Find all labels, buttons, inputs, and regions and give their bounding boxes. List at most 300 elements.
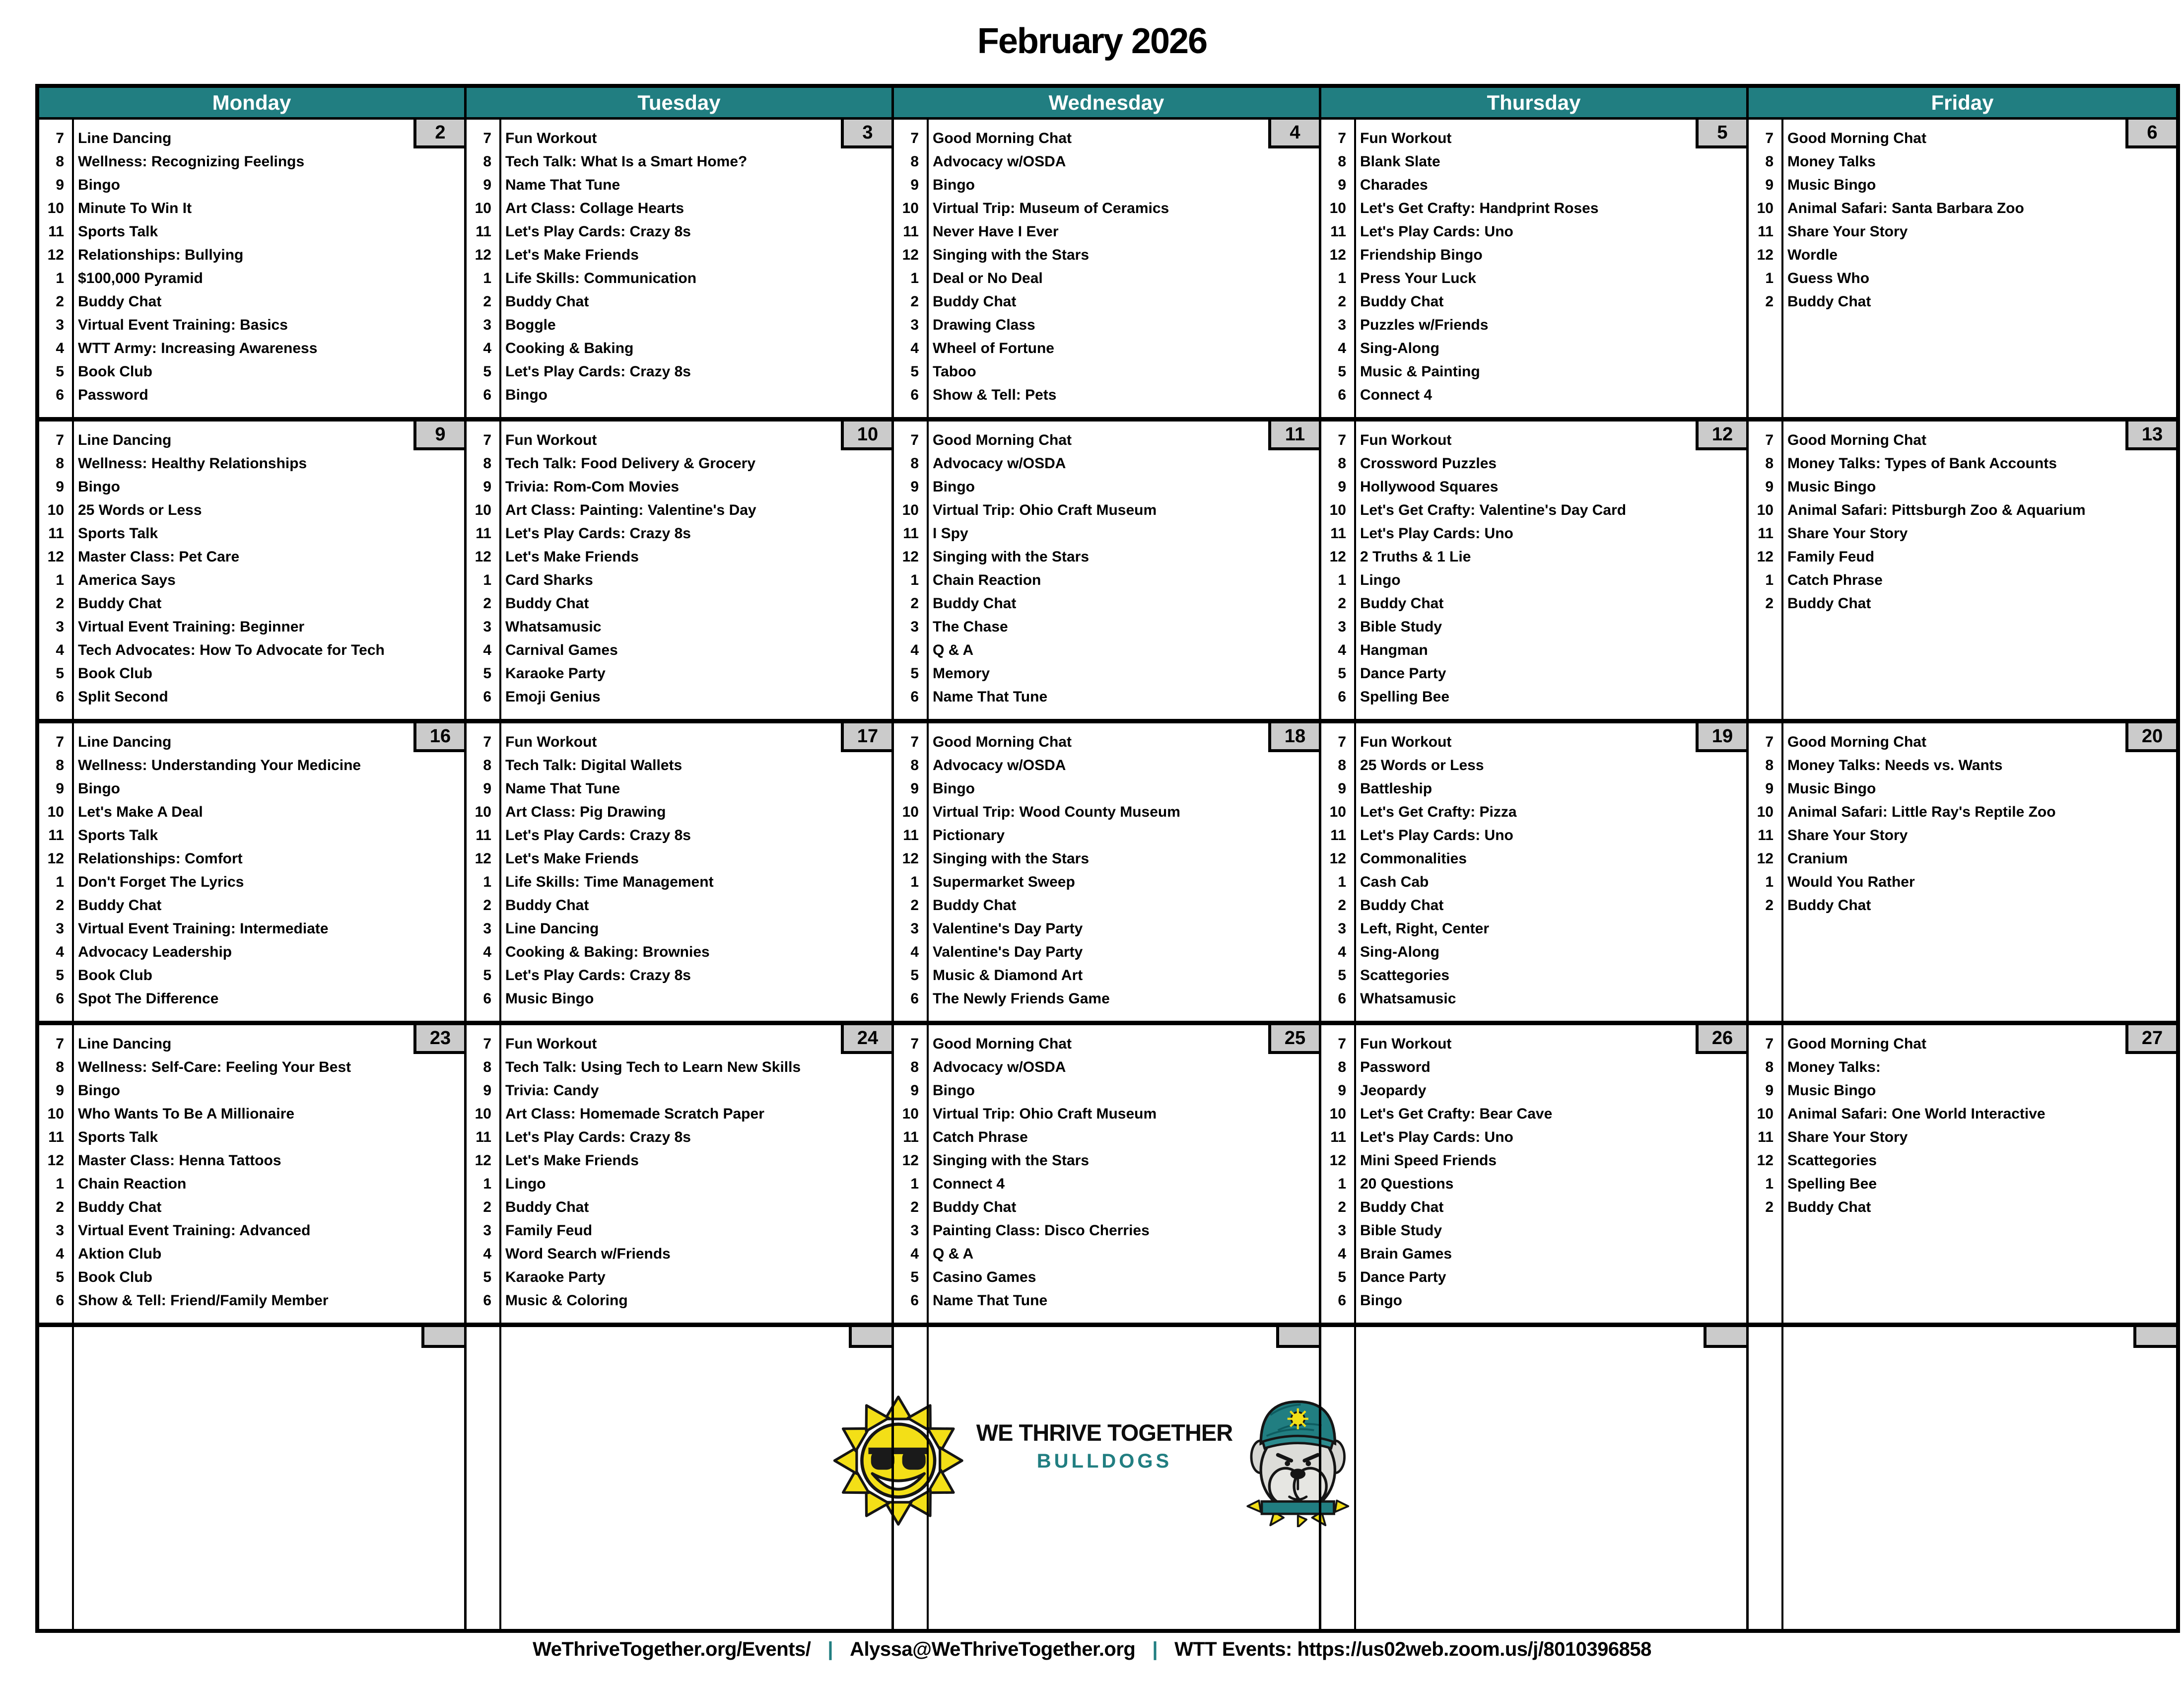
- event-time: 9: [910, 1082, 919, 1099]
- event-time: 2: [56, 293, 64, 310]
- day-cell: [1749, 723, 2176, 1025]
- date-number: 20: [2141, 725, 2163, 747]
- event-row: [894, 964, 1319, 987]
- event-time: 12: [902, 1152, 919, 1169]
- event-time: 5: [56, 967, 64, 984]
- event-row: [894, 545, 1319, 568]
- event-row: [467, 662, 891, 685]
- event-time: 5: [483, 363, 491, 380]
- events-list: [467, 723, 891, 1010]
- event-time: 6: [1338, 688, 1346, 705]
- event-label: Bingo: [933, 780, 975, 797]
- day-cell: [894, 120, 1321, 422]
- event-row: [467, 1149, 891, 1172]
- event-label: Painting Class: Disco Cherries: [933, 1222, 1150, 1239]
- event-time: 9: [910, 478, 919, 495]
- event-label: Music Bingo: [1787, 1082, 1876, 1099]
- event-row: [1321, 662, 1746, 685]
- event-label: Whatsamusic: [1360, 990, 1456, 1007]
- event-row: [894, 754, 1319, 777]
- event-label: Wellness: Healthy Relationships: [78, 455, 307, 472]
- event-row: [39, 428, 464, 452]
- event-label: Memory: [933, 665, 990, 682]
- event-label: Sports Talk: [78, 1128, 158, 1145]
- event-label: Catch Phrase: [933, 1128, 1028, 1145]
- event-time: 3: [1338, 1222, 1346, 1239]
- event-row: [1321, 940, 1746, 964]
- event-label: 2 Truths & 1 Lie: [1360, 548, 1471, 565]
- event-row: [1749, 290, 2176, 313]
- event-row: [894, 173, 1319, 197]
- event-time: 7: [483, 431, 491, 448]
- events-list: [1749, 120, 2176, 313]
- event-row: [467, 940, 891, 964]
- event-time: 10: [1329, 501, 1346, 518]
- event-time: 7: [1765, 733, 1774, 750]
- event-row: [39, 383, 464, 407]
- event-label: Brain Games: [1360, 1245, 1452, 1262]
- event-time: 10: [1329, 1105, 1346, 1122]
- event-label: Let's Play Cards: Crazy 8s: [505, 363, 691, 380]
- event-time: 7: [483, 1035, 491, 1052]
- event-time: 10: [1329, 200, 1346, 216]
- event-row: [1321, 337, 1746, 360]
- event-row: [39, 267, 464, 290]
- footer-zoom-link: WTT Events: https://us02web.zoom.us/j/8010396858: [1174, 1638, 1651, 1660]
- event-row: [894, 592, 1319, 615]
- event-row: [894, 824, 1319, 847]
- event-row: [39, 754, 464, 777]
- event-label: Left, Right, Center: [1360, 920, 1489, 937]
- day-header-friday: Friday: [1749, 88, 2176, 120]
- event-label: Connect 4: [1360, 386, 1433, 403]
- event-row: [1321, 1079, 1746, 1102]
- time-divider: [1781, 1327, 1783, 1629]
- event-row: [1321, 360, 1746, 383]
- event-label: Deal or No Deal: [933, 270, 1043, 286]
- event-time: 7: [56, 431, 64, 448]
- event-time: 9: [483, 176, 491, 193]
- event-row: [1749, 1172, 2176, 1196]
- event-time: 2: [483, 595, 491, 612]
- event-label: Money Talks: [1787, 153, 1876, 170]
- event-time: 4: [56, 641, 64, 658]
- event-label: Cooking & Baking: [505, 340, 634, 356]
- event-time: 12: [1757, 548, 1774, 565]
- event-label: Master Class: Henna Tattoos: [78, 1152, 281, 1169]
- event-time: 11: [476, 827, 491, 844]
- event-time: 4: [1338, 1245, 1346, 1262]
- event-time: 3: [56, 618, 64, 635]
- event-row: [1321, 197, 1746, 220]
- event-time: 7: [56, 130, 64, 146]
- event-row: [1749, 475, 2176, 498]
- empty-date-box: [2133, 1327, 2176, 1348]
- event-time: 12: [1757, 246, 1774, 263]
- event-row: [39, 290, 464, 313]
- event-time: 12: [475, 850, 491, 867]
- empty-day-cell: [39, 1327, 467, 1629]
- event-time: 8: [56, 757, 64, 774]
- event-row: [894, 987, 1319, 1010]
- events-list: [894, 120, 1319, 407]
- event-label: Supermarket Sweep: [933, 873, 1075, 890]
- event-row: [1749, 1196, 2176, 1219]
- event-time: 8: [56, 153, 64, 170]
- event-label: Bingo: [78, 780, 120, 797]
- event-label: Blank Slate: [1360, 153, 1440, 170]
- date-number: 10: [857, 423, 879, 445]
- event-label: Let's Get Crafty: Valentine's Day Card: [1360, 501, 1627, 518]
- event-time: 4: [483, 1245, 491, 1262]
- event-time: 4: [910, 1245, 919, 1262]
- event-label: Music & Painting: [1360, 363, 1480, 380]
- event-row: [1749, 452, 2176, 475]
- event-row: [894, 685, 1319, 708]
- event-time: 10: [475, 200, 491, 216]
- event-time: 9: [56, 780, 64, 797]
- event-label: Bingo: [78, 176, 120, 193]
- event-label: Buddy Chat: [1787, 293, 1871, 310]
- event-row: [1321, 987, 1746, 1010]
- event-row: [467, 568, 891, 592]
- event-label: Emoji Genius: [505, 688, 601, 705]
- event-row: [467, 1079, 891, 1102]
- event-row: [39, 987, 464, 1010]
- event-label: Let's Play Cards: Crazy 8s: [505, 223, 691, 240]
- event-time: 3: [483, 920, 491, 937]
- event-row: [467, 894, 891, 917]
- event-row: [894, 1032, 1319, 1055]
- event-row: [39, 870, 464, 894]
- event-row: [467, 847, 891, 870]
- event-row: [1321, 290, 1746, 313]
- event-time: 12: [902, 850, 919, 867]
- event-time: 9: [1338, 478, 1346, 495]
- event-time: 1: [910, 873, 919, 890]
- event-label: Charades: [1360, 176, 1428, 193]
- event-label: Tech Talk: Digital Wallets: [505, 757, 682, 774]
- date-box: [841, 723, 891, 752]
- event-time: 3: [1338, 920, 1346, 937]
- date-number: 6: [2147, 122, 2158, 143]
- date-box: [2125, 1025, 2176, 1054]
- date-number: 17: [857, 725, 879, 747]
- event-label: Minute To Win It: [78, 200, 192, 216]
- event-label: Tech Talk: Food Delivery & Grocery: [505, 455, 756, 472]
- date-box: [413, 723, 464, 752]
- event-row: [1749, 870, 2176, 894]
- event-row: [1321, 685, 1746, 708]
- event-row: [39, 150, 464, 173]
- event-time: 11: [1758, 827, 1774, 844]
- event-row: [1321, 475, 1746, 498]
- event-label: Carnival Games: [505, 641, 618, 658]
- event-time: 5: [56, 363, 64, 380]
- event-row: [467, 1102, 891, 1125]
- event-row: [894, 1172, 1319, 1196]
- event-row: [39, 452, 464, 475]
- event-row: [39, 1149, 464, 1172]
- event-row: [1321, 847, 1746, 870]
- event-row: [39, 847, 464, 870]
- event-label: Let's Get Crafty: Handprint Roses: [1360, 200, 1599, 216]
- event-row: [1749, 824, 2176, 847]
- event-row: [467, 730, 891, 754]
- event-time: 8: [910, 153, 919, 170]
- event-time: 3: [910, 316, 919, 333]
- event-row: [1321, 1125, 1746, 1149]
- event-label: Line Dancing: [78, 431, 172, 448]
- event-time: 1: [910, 270, 919, 286]
- event-label: Let's Make Friends: [505, 548, 639, 565]
- event-time: 6: [1338, 386, 1346, 403]
- event-time: 7: [1338, 431, 1346, 448]
- event-time: 4: [1338, 641, 1346, 658]
- event-time: 1: [483, 270, 491, 286]
- event-label: Whatsamusic: [505, 618, 602, 635]
- event-time: 9: [483, 478, 491, 495]
- event-time: 2: [1765, 897, 1774, 914]
- date-box: [1268, 723, 1319, 752]
- date-box: [413, 1025, 464, 1054]
- event-row: [1749, 428, 2176, 452]
- event-row: [894, 894, 1319, 917]
- event-label: Password: [78, 386, 148, 403]
- events-list: [1321, 120, 1746, 407]
- event-row: [467, 173, 891, 197]
- event-label: Buddy Chat: [1360, 1198, 1444, 1215]
- event-time: 3: [910, 1222, 919, 1239]
- event-row: [1749, 173, 2176, 197]
- event-row: [894, 1102, 1319, 1125]
- date-number: 9: [435, 423, 446, 445]
- event-time: 11: [48, 1128, 64, 1145]
- event-row: [467, 150, 891, 173]
- event-label: Advocacy w/OSDA: [933, 1058, 1066, 1075]
- event-label: Bingo: [505, 386, 547, 403]
- event-label: Good Morning Chat: [933, 1035, 1072, 1052]
- event-time: 2: [483, 897, 491, 914]
- event-row: [1321, 870, 1746, 894]
- event-row: [1321, 522, 1746, 545]
- event-time: 11: [476, 223, 491, 240]
- day-cell: [467, 120, 894, 422]
- event-label: Buddy Chat: [505, 1198, 589, 1215]
- event-time: 2: [910, 897, 919, 914]
- event-row: [894, 290, 1319, 313]
- day-header-monday: Monday: [39, 88, 467, 120]
- events-list: [1321, 1025, 1746, 1312]
- event-row: [1749, 150, 2176, 173]
- event-label: Name That Tune: [933, 1292, 1048, 1309]
- event-time: 4: [483, 943, 491, 960]
- event-label: Money Talks: Types of Bank Accounts: [1787, 455, 2057, 472]
- event-time: 8: [910, 455, 919, 472]
- event-label: Virtual Event Training: Basics: [78, 316, 288, 333]
- event-label: Wellness: Understanding Your Medicine: [78, 757, 361, 774]
- event-time: 6: [1338, 1292, 1346, 1309]
- event-row: [39, 940, 464, 964]
- event-time: 12: [475, 548, 491, 565]
- event-label: Virtual Trip: Ohio Craft Museum: [933, 501, 1157, 518]
- event-row: [894, 337, 1319, 360]
- event-time: 8: [1338, 153, 1346, 170]
- event-time: 11: [1758, 223, 1774, 240]
- event-label: Share Your Story: [1787, 1128, 1908, 1145]
- event-time: 3: [56, 1222, 64, 1239]
- event-label: 25 Words or Less: [1360, 757, 1484, 774]
- event-row: [39, 475, 464, 498]
- event-label: Buddy Chat: [933, 1198, 1017, 1215]
- time-divider: [1354, 1327, 1356, 1629]
- event-row: [39, 1102, 464, 1125]
- event-row: [894, 1196, 1319, 1219]
- event-time: 6: [56, 386, 64, 403]
- event-row: [1321, 824, 1746, 847]
- event-row: [894, 638, 1319, 662]
- event-label: Animal Safari: Santa Barbara Zoo: [1787, 200, 2024, 216]
- event-row: [1749, 568, 2176, 592]
- event-row: [1321, 1149, 1746, 1172]
- event-row: [1749, 267, 2176, 290]
- event-time: 1: [56, 873, 64, 890]
- event-row: [467, 615, 891, 638]
- day-cell: [39, 120, 467, 422]
- event-time: 8: [483, 1058, 491, 1075]
- day-header-wednesday: Wednesday: [894, 88, 1321, 120]
- event-label: Press Your Luck: [1360, 270, 1476, 286]
- event-time: 3: [1338, 316, 1346, 333]
- event-label: Money Talks: Needs vs. Wants: [1787, 757, 2003, 774]
- day-cell: [467, 1025, 894, 1327]
- event-label: Lingo: [1360, 571, 1401, 588]
- event-row: [39, 615, 464, 638]
- event-label: Advocacy w/OSDA: [933, 455, 1066, 472]
- event-row: [39, 173, 464, 197]
- event-time: 11: [903, 1128, 919, 1145]
- event-time: 8: [1765, 757, 1774, 774]
- event-time: 5: [1338, 665, 1346, 682]
- event-row: [467, 243, 891, 267]
- event-label: $100,000 Pyramid: [78, 270, 203, 286]
- date-number: 13: [2141, 423, 2163, 445]
- event-time: 10: [475, 1105, 491, 1122]
- event-time: 12: [475, 1152, 491, 1169]
- event-label: Buddy Chat: [1787, 897, 1871, 914]
- event-row: [467, 1172, 891, 1196]
- event-time: 1: [1338, 1175, 1346, 1192]
- event-time: 12: [1329, 1152, 1346, 1169]
- event-label: Mini Speed Friends: [1360, 1152, 1497, 1169]
- event-time: 8: [1338, 757, 1346, 774]
- event-time: 6: [483, 990, 491, 1007]
- event-label: Buddy Chat: [933, 897, 1017, 914]
- event-label: Let's Play Cards: Uno: [1360, 223, 1513, 240]
- event-label: The Newly Friends Game: [933, 990, 1110, 1007]
- event-time: 1: [910, 571, 919, 588]
- event-label: Let's Play Cards: Uno: [1360, 525, 1513, 542]
- event-label: Wheel of Fortune: [933, 340, 1054, 356]
- event-label: Let's Play Cards: Uno: [1360, 827, 1513, 844]
- event-row: [1749, 800, 2176, 824]
- event-row: [467, 428, 891, 452]
- event-row: [1321, 638, 1746, 662]
- event-row: [894, 475, 1319, 498]
- event-label: Catch Phrase: [1787, 571, 1883, 588]
- event-row: [894, 1055, 1319, 1079]
- event-row: [467, 800, 891, 824]
- event-time: 11: [48, 525, 64, 542]
- event-row: [39, 522, 464, 545]
- event-label: Let's Make Friends: [505, 850, 639, 867]
- calendar-grid: [35, 84, 2180, 1633]
- event-row: [1749, 522, 2176, 545]
- date-box: [2125, 723, 2176, 752]
- event-row: [39, 1289, 464, 1312]
- event-label: Buddy Chat: [1360, 595, 1444, 612]
- event-time: 11: [903, 525, 919, 542]
- event-time: 12: [47, 850, 64, 867]
- event-time: 10: [902, 501, 919, 518]
- event-row: [894, 1079, 1319, 1102]
- event-label: Wellness: Self-Care: Feeling Your Best: [78, 1058, 351, 1075]
- event-label: Singing with the Stars: [933, 246, 1090, 263]
- event-row: [1321, 220, 1746, 243]
- event-row: [894, 313, 1319, 337]
- event-label: Virtual Trip: Ohio Craft Museum: [933, 1105, 1157, 1122]
- event-time: 1: [56, 270, 64, 286]
- event-label: Guess Who: [1787, 270, 1870, 286]
- event-time: 8: [56, 1058, 64, 1075]
- event-row: [1321, 777, 1746, 800]
- event-time: 1: [1765, 873, 1774, 890]
- events-list: [39, 422, 464, 708]
- event-label: Music Bingo: [1787, 478, 1876, 495]
- event-label: Virtual Event Training: Advanced: [78, 1222, 311, 1239]
- event-time: 10: [1329, 803, 1346, 820]
- event-time: 9: [1765, 478, 1774, 495]
- event-time: 2: [1338, 595, 1346, 612]
- footer-website: WeThriveTogether.org/Events/: [533, 1638, 811, 1660]
- empty-date-box: [849, 1327, 891, 1348]
- event-label: Advocacy Leadership: [78, 943, 232, 960]
- event-label: Book Club: [78, 1268, 152, 1285]
- event-row: [467, 383, 891, 407]
- date-box: [841, 422, 891, 450]
- footer-email: Alyssa@WeThriveTogether.org: [850, 1638, 1136, 1660]
- event-time: 3: [1338, 618, 1346, 635]
- event-label: Show & Tell: Pets: [933, 386, 1057, 403]
- event-time: 1: [1338, 571, 1346, 588]
- event-label: Chain Reaction: [78, 1175, 187, 1192]
- event-label: Let's Play Cards: Crazy 8s: [505, 1128, 691, 1145]
- event-time: 5: [1338, 967, 1346, 984]
- day-cell: [1321, 120, 1749, 422]
- event-time: 9: [1338, 176, 1346, 193]
- event-row: [894, 428, 1319, 452]
- event-label: Buddy Chat: [1787, 1198, 1871, 1215]
- event-label: America Says: [78, 571, 176, 588]
- event-label: Tech Talk: Using Tech to Learn New Skills: [505, 1058, 801, 1075]
- event-row: [467, 685, 891, 708]
- date-box: [1268, 1025, 1319, 1054]
- event-label: Show & Tell: Friend/Family Member: [78, 1292, 329, 1309]
- event-time: 7: [1338, 733, 1346, 750]
- event-label: The Chase: [933, 618, 1008, 635]
- empty-day-cell: [1321, 1327, 1749, 1629]
- event-row: [894, 220, 1319, 243]
